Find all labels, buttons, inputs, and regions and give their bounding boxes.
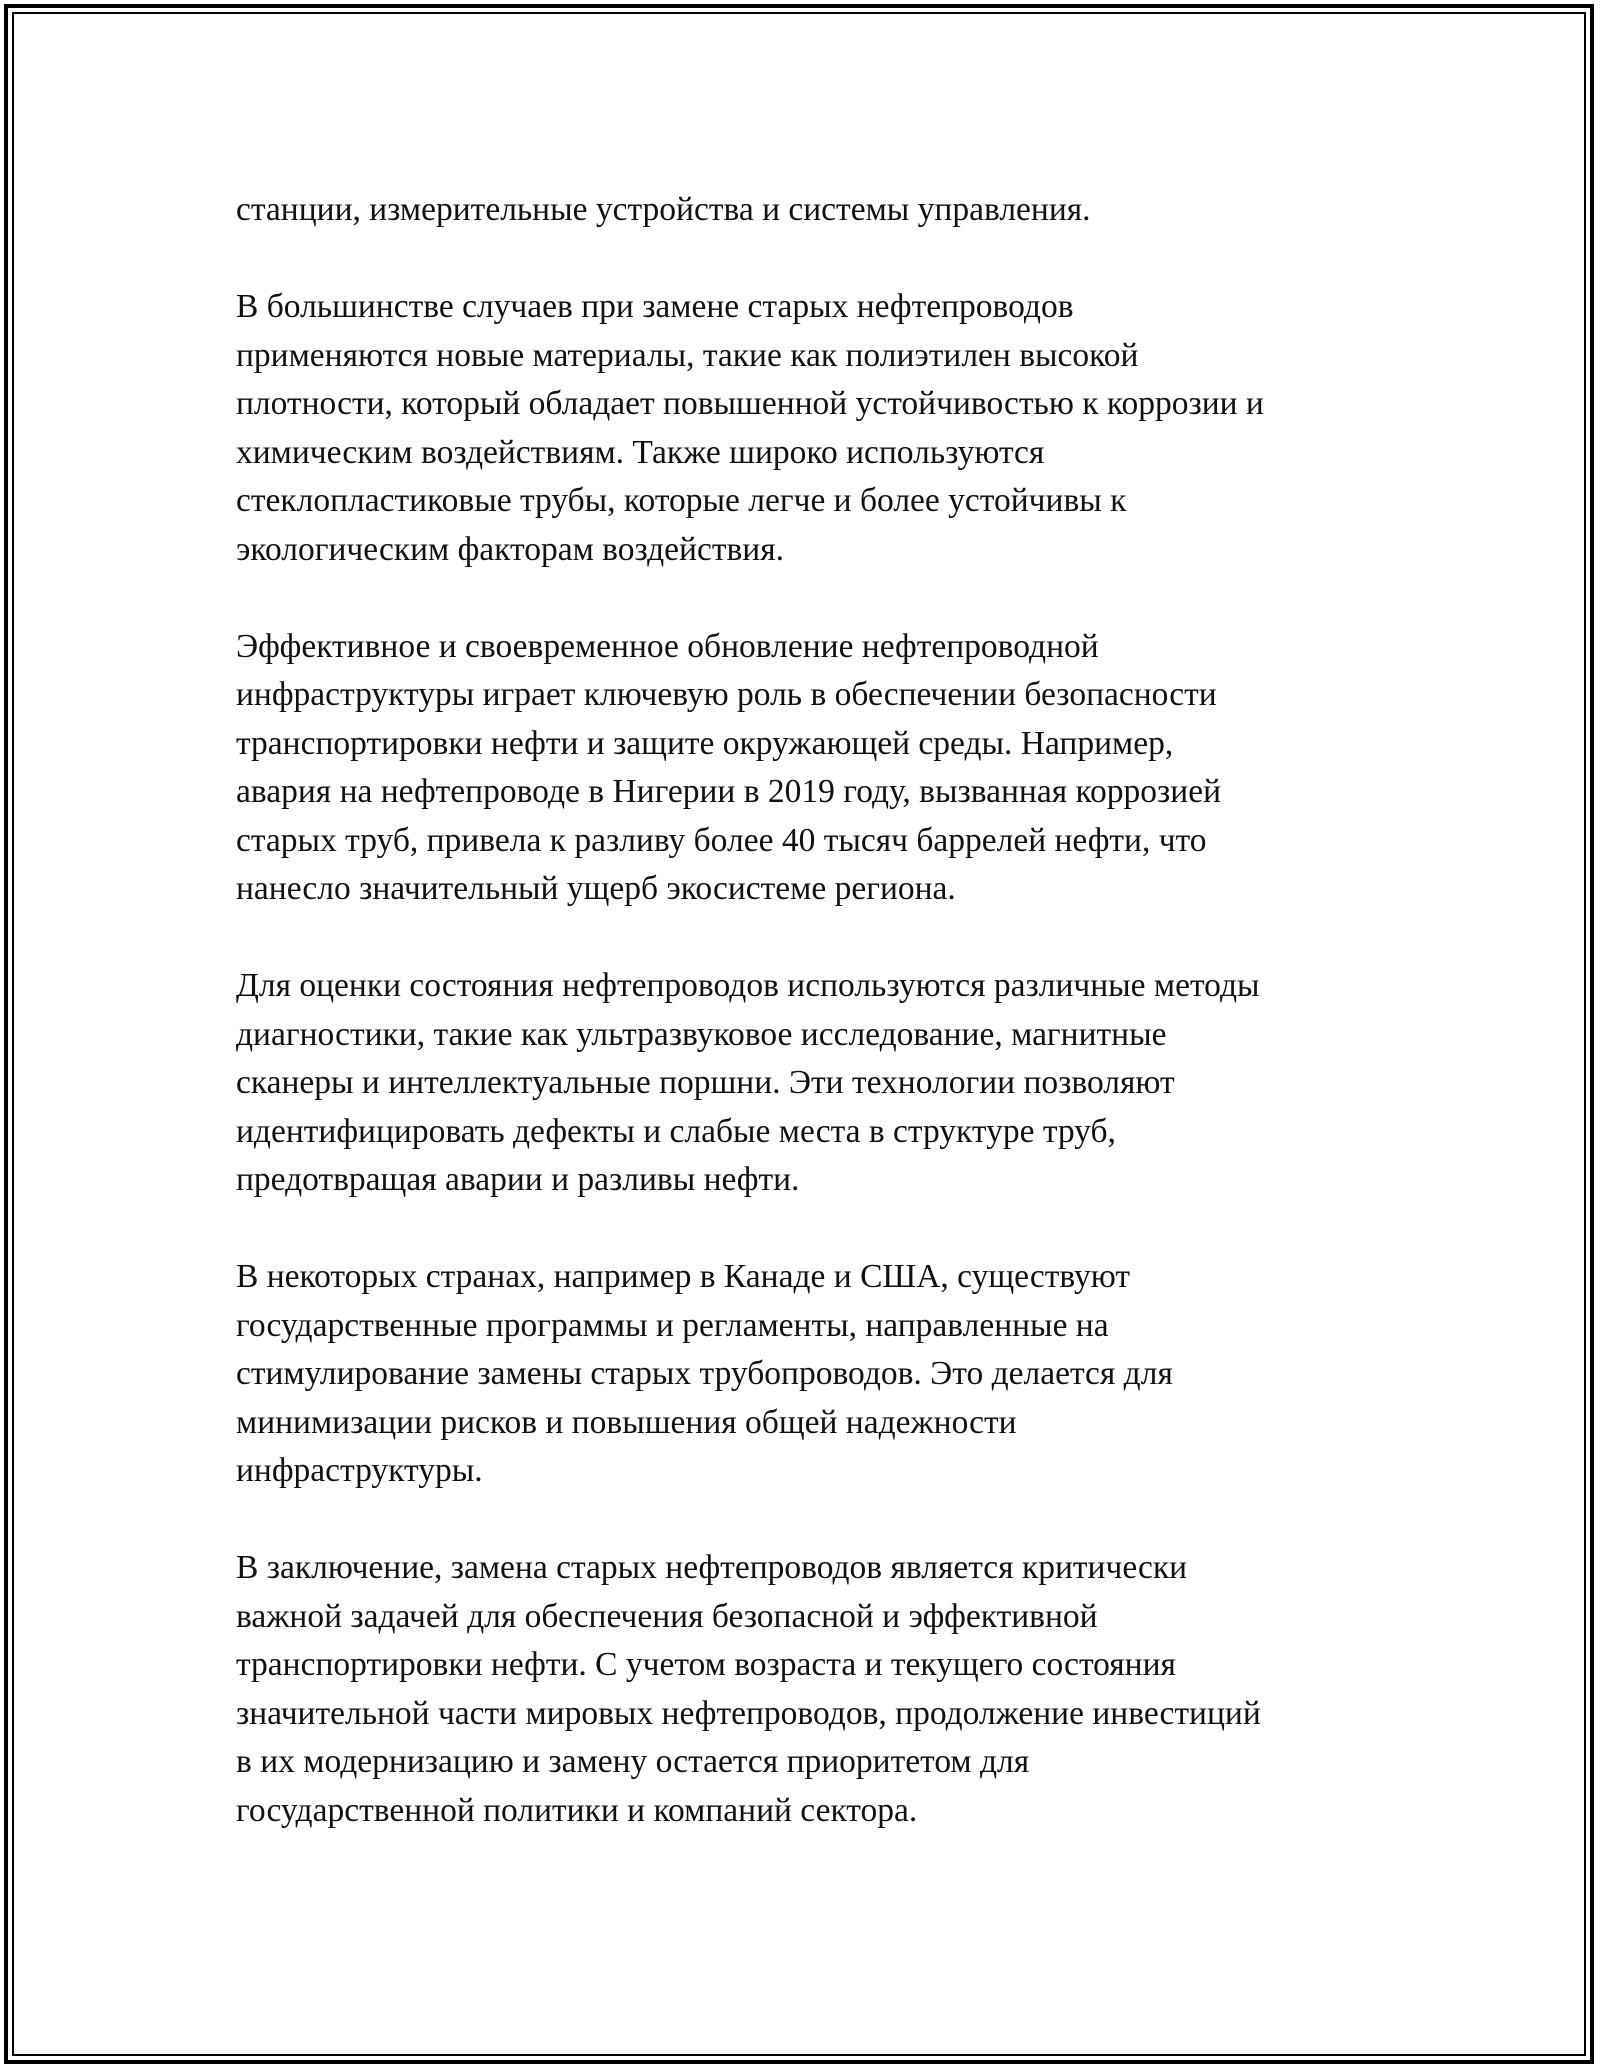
text-line: экологическим факторам воздействия.	[236, 530, 784, 568]
paragraph-5	[236, 1253, 1376, 1496]
text-line: станции, измерительные устройства и системы управления.	[236, 191, 1091, 228]
paragraph-6	[236, 1544, 1376, 1835]
text-line: значительной части мировых нефтепроводов, продолжение инвестиций	[236, 1694, 1261, 1732]
document-body	[236, 186, 1376, 1884]
text-line: предотвращая аварии и разливы нефти.	[236, 1161, 800, 1198]
text-line: В заключение, замена старых нефтепроводов является критически	[236, 1549, 1188, 1586]
text-line: нанесло значительный ущерб экосистеме региона.	[236, 870, 956, 907]
text-line: инфраструктуры.	[236, 1452, 483, 1489]
text-line: диагностики, такие как ультразвуковое исследование, магнитные	[236, 1015, 1167, 1053]
text-line: идентифицировать дефекты и слабые места в структуре труб,	[236, 1112, 1116, 1150]
text-line: транспортировки нефти и защите окружающей среды. Например,	[236, 724, 1174, 762]
paragraph-2	[236, 283, 1376, 574]
text-line: В большинстве случаев при замене старых нефтепроводов	[236, 288, 1074, 325]
text-line: в их модернизацию и замену остается приоритетом для	[236, 1743, 1030, 1780]
text-line: стеклопластиковые трубы, которые легче и более устойчивы к	[236, 482, 1127, 519]
text-line: химическим воздействиям. Также широко используются	[236, 433, 1045, 471]
text-line: Эффективное и своевременное обновление нефтепроводной	[236, 627, 1099, 665]
text-line: применяются новые материалы, такие как полиэтилен высокой	[236, 336, 1139, 374]
text-line: стимулирование замены старых трубопроводов. Это делается для	[236, 1355, 1173, 1392]
text-line: государственные программы и регламенты, направленные на	[236, 1306, 1109, 1344]
text-line: В некоторых странах, например в Канаде и США, существуют	[236, 1258, 1130, 1295]
text-line: минимизации рисков и повышения общей надежности	[236, 1403, 1017, 1441]
text-line: старых труб, привела к разливу более 40 тысяч баррелей нефти, что	[236, 821, 1207, 859]
text-line: важной задачей для обеспечения безопасной и эффективной	[236, 1597, 1098, 1635]
text-line: сканеры и интеллектуальные поршни. Эти технологии позволяют	[236, 1064, 1175, 1101]
text-line: плотности, который обладает повышенной устойчивостью к коррозии и	[236, 385, 1264, 422]
text-line: государственной политики и компаний сектора.	[236, 1791, 918, 1829]
text-line: Для оценки состояния нефтепроводов используются различные методы	[236, 967, 1260, 1004]
text-line: инфраструктуры играет ключевую роль в обеспечении безопасности	[236, 676, 1217, 713]
paragraph-3	[236, 623, 1376, 914]
text-line: авария на нефтепроводе в Нигерии в 2019 году, вызванная коррозией	[236, 773, 1222, 810]
text-line: транспортировки нефти. С учетом возраста и текущего состояния	[236, 1646, 1176, 1683]
paragraph-1	[236, 186, 1376, 235]
paragraph-4	[236, 962, 1376, 1205]
